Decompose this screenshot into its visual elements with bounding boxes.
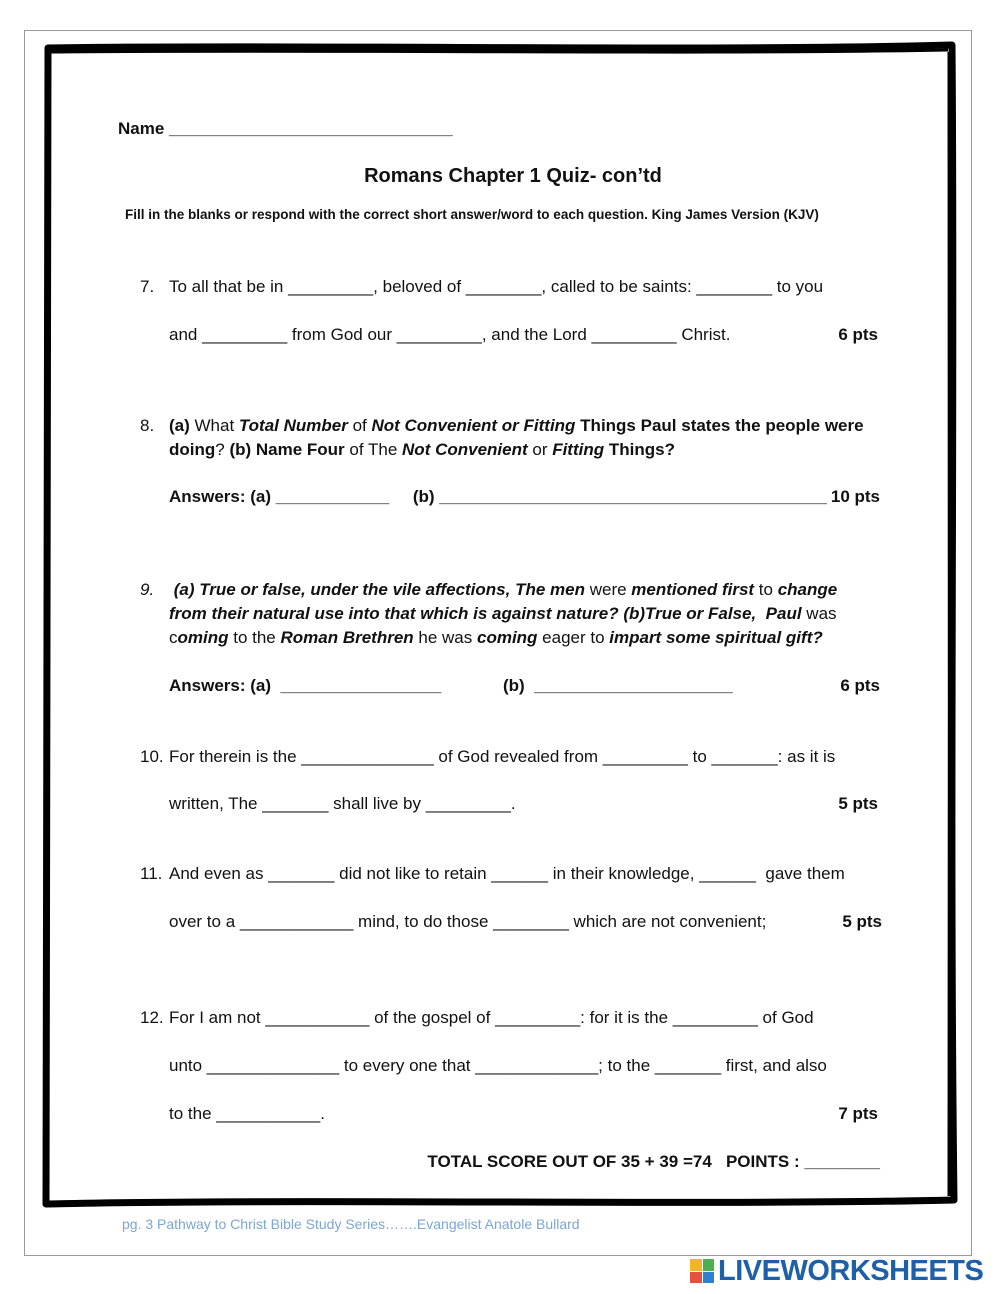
page-title: Romans Chapter 1 Quiz- con’td	[364, 165, 662, 187]
liveworksheets-logo-text: LIVEWORKSHEETS	[718, 1254, 984, 1287]
q12-line1[interactable]: For I am not ___________ of the gospel of _________: for it is the _________ of God	[169, 1008, 814, 1027]
q9-line3: coming to the Roman Brethren he was coming eager to impart some spiritual gift?	[169, 628, 823, 647]
q11-line2[interactable]: over to a ____________ mind, to do those ________ which are not convenient;	[169, 912, 767, 931]
q12-line3[interactable]: to the ___________.	[169, 1104, 325, 1123]
instructions: Fill in the blanks or respond with the correct short answer/word to each question. King James Version (KJV)	[125, 207, 819, 222]
total-score[interactable]: TOTAL SCORE OUT OF 35 + 39 =74 POINTS : ________	[427, 1152, 880, 1171]
q9-answer-a[interactable]: Answers: (a) _________________	[169, 676, 442, 695]
q8-line1: (a) What Total Number of Not Convenient or Fitting Things Paul states the people were	[169, 416, 864, 435]
liveworksheets-logo-icon	[690, 1259, 714, 1283]
q12-points: 7 pts	[838, 1104, 878, 1123]
q9-answer-b[interactable]: (b) _____________________	[503, 676, 733, 695]
q10-number: 10.	[140, 747, 164, 766]
q12-number: 12.	[140, 1008, 164, 1027]
q10-line2[interactable]: written, The _______ shall live by _________.	[169, 794, 516, 813]
q9-points: 6 pts	[840, 676, 880, 695]
q8-line2: doing? (b) Name Four of The Not Convenient or Fitting Things?	[169, 440, 675, 459]
q7-line2[interactable]: and _________ from God our _________, and the Lord _________ Christ.	[169, 325, 731, 344]
name-field[interactable]: Name ______________________________	[118, 119, 453, 138]
liveworksheets-logo	[690, 1256, 983, 1286]
q7-points: 6 pts	[838, 325, 878, 344]
q7-number: 7.	[140, 277, 155, 296]
q8-answers[interactable]: Answers: (a) ____________ (b) _________________________________________	[169, 487, 827, 506]
q11-number: 11.	[140, 864, 163, 883]
q12-line2[interactable]: unto ______________ to every one that _____________; to the _______ first, and also	[169, 1056, 827, 1075]
q9-line1: (a) True or false, under the vile affections, The men were mentioned first to change	[169, 580, 838, 599]
q7-line1[interactable]: To all that be in _________, beloved of ________, called to be saints: ________ to you	[169, 277, 824, 296]
page-footer: pg. 3 Pathway to Christ Bible Study Series…….Evangelist Anatole Bullard	[122, 1216, 580, 1232]
q8-points: 10 pts	[830, 487, 880, 506]
q10-points: 5 pts	[838, 794, 878, 813]
q11-points: 5 pts	[842, 912, 882, 931]
q11-line1[interactable]: And even as _______ did not like to retain ______ in their knowledge, ______ gave them	[169, 864, 845, 883]
q9-line2: from their natural use into that which is against nature? (b)True or False, Paul was	[169, 604, 837, 623]
q8-number: 8.	[140, 416, 155, 435]
q10-line1[interactable]: For therein is the ______________ of God revealed from _________ to _______: as it is	[169, 747, 836, 766]
q9-number: 9.	[140, 580, 155, 599]
